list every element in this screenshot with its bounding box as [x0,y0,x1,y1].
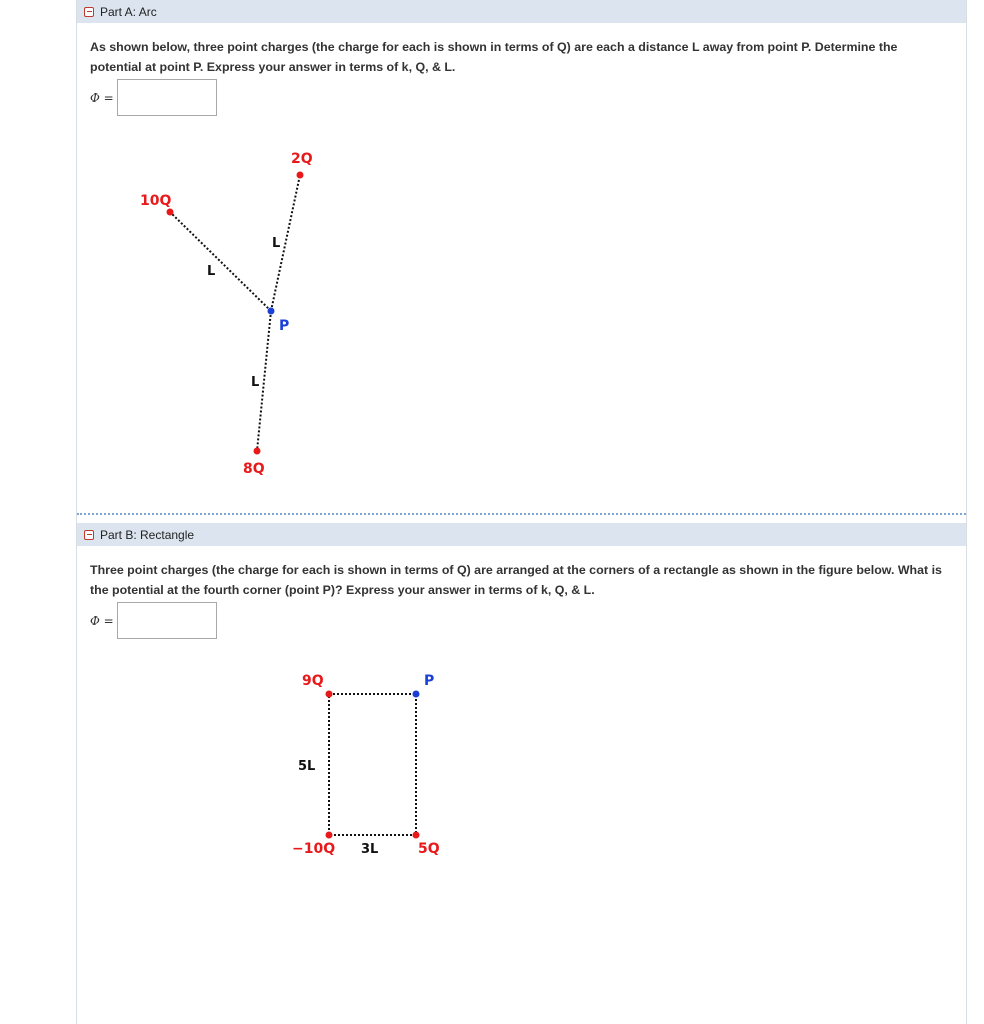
charge-label-9q: 9Q [302,673,324,689]
line-p-to-10q [170,212,271,311]
charge-label-8q: 8Q [243,461,265,477]
part-b-title: Part B: Rectangle [100,527,195,542]
charge-label-10q: 10Q [140,193,172,209]
distance-label: L [207,264,216,279]
part-b-question: Three point charges (the charge for each is shown in terms of Q) are arranged at the corners of a rectangle as shown in the figure below. What is the potential at the fourth corner (point P)? Express your answer in terms of k, Q, & L. [90,563,942,597]
arc-figure [140,151,313,477]
charge-label-neg10q: −10Q [292,841,336,857]
phi-label: Φ = [90,613,114,628]
point-p-label: P [424,673,435,689]
part-a-title: Part A: Arc [100,4,157,19]
part-a-question: As shown below, three point charges (the charge for each is shown in terms of Q) are each a distance L away from point P. Determine the potential at point P. Express your answer in terms of k, Q, & L. [90,40,898,74]
charge-dot-10q [167,209,174,216]
width-label: 3L [361,842,379,857]
phi-label: Φ = [90,90,114,105]
charge-dot-8q [254,448,261,455]
rectangle-figure [292,673,440,857]
distance-label: L [272,236,281,251]
question-panel [76,0,967,1024]
charge-label-2q: 2Q [291,151,313,167]
charge-dot-neg10q [326,832,333,839]
point-p-dot [268,308,275,315]
point-p-label: P [279,318,290,334]
charge-label-5q: 5Q [418,841,440,857]
charge-dot-2q [297,172,304,179]
figures [77,0,968,1024]
height-label: 5L [298,759,316,774]
charge-dot-5q [413,832,420,839]
distance-label: L [251,375,260,390]
charge-dot-9q [326,691,333,698]
point-p-dot [413,691,420,698]
rectangle-outline [329,694,416,835]
